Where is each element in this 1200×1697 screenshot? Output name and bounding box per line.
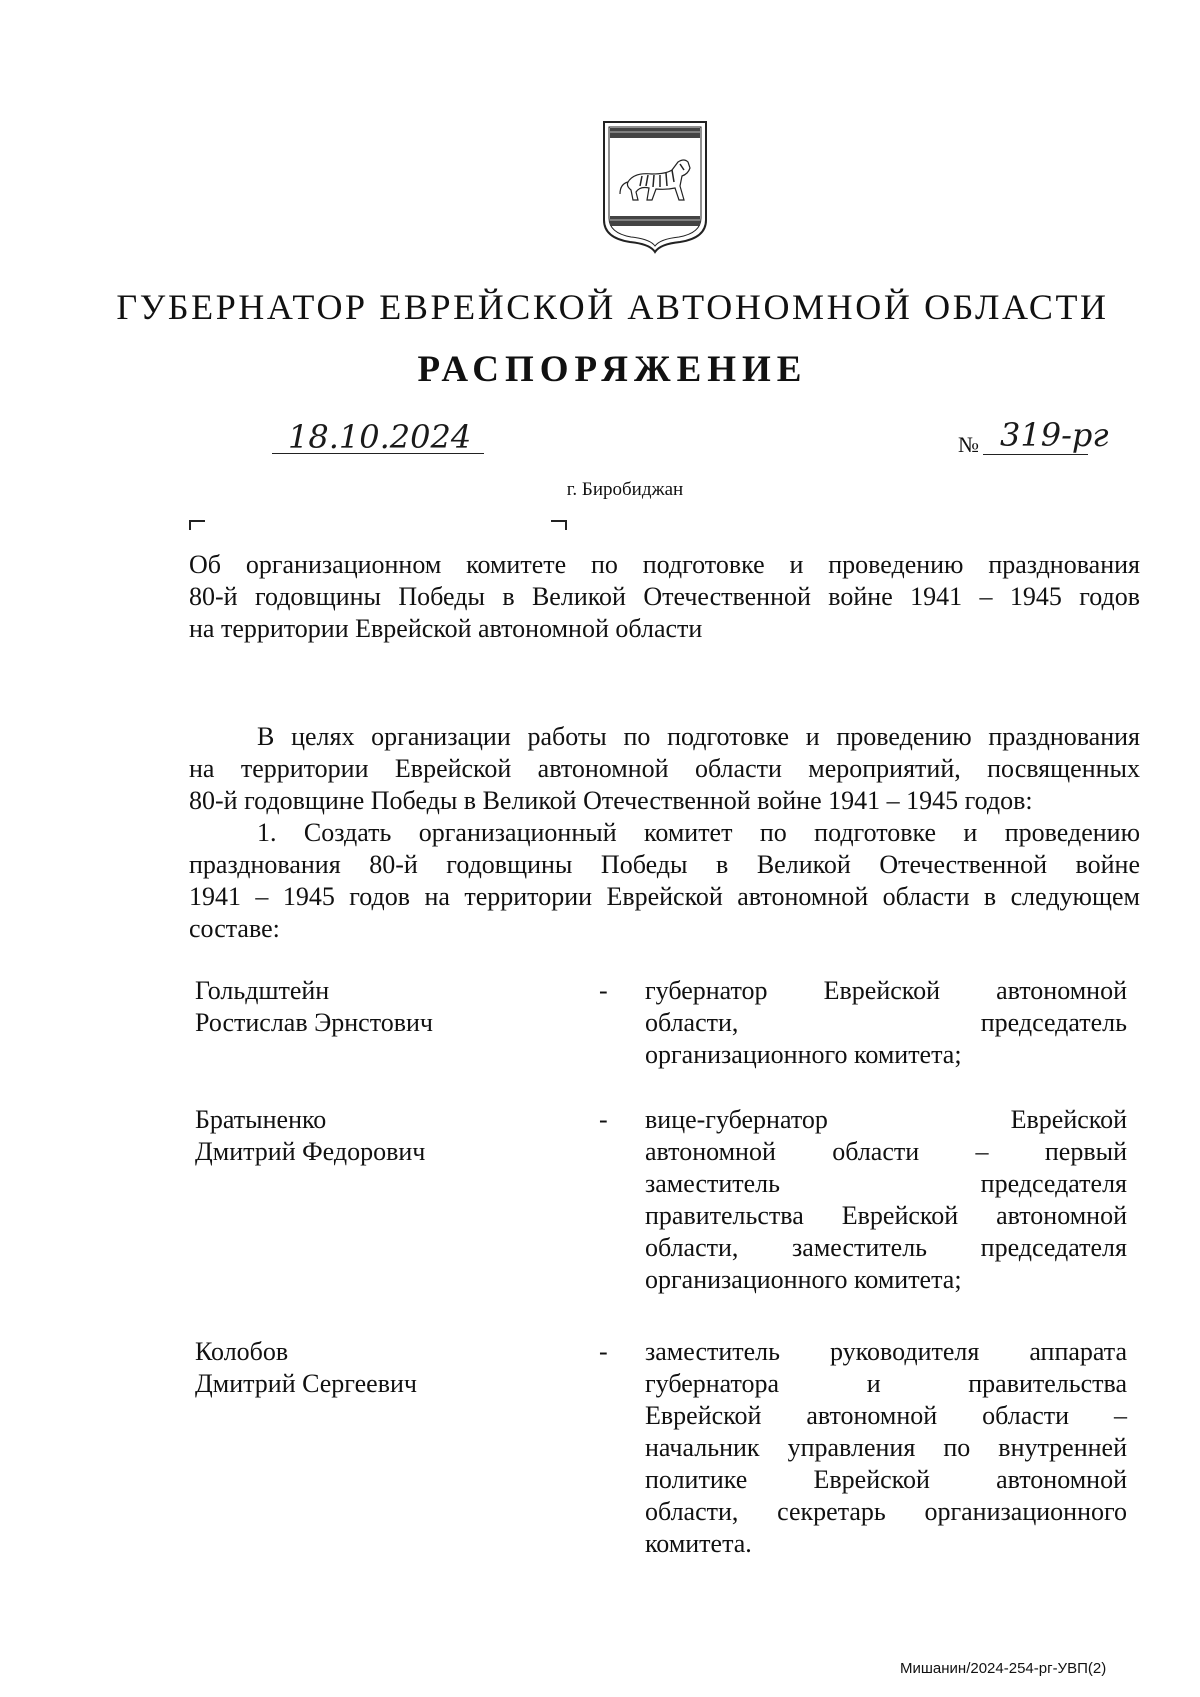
document-type-title: РАСПОРЯЖЕНИЕ	[417, 349, 808, 390]
tiger-coat-of-arms-icon	[600, 120, 710, 255]
paragraph-line: на территории Еврейской автономной области мероприятий, посвященных	[189, 754, 1140, 783]
subject-line: на территории Еврейской автономной области	[189, 614, 703, 643]
member-dash: -	[599, 1337, 608, 1366]
number-sign: №	[958, 432, 979, 457]
role-line: автономной области – первый	[645, 1137, 1127, 1166]
member-surname: Гольдштейн	[195, 976, 330, 1005]
role-line: заместитель председателя	[645, 1169, 1127, 1198]
subject-line: 80-й годовщины Победы в Великой Отечественной войне 1941 – 1945 годов	[189, 582, 1140, 611]
paragraph-line: 1941 – 1945 годов на территории Еврейской автономной области в следующем	[189, 882, 1140, 911]
footer-document-code: Мишанин/2024-254-рг-УВП(2)	[900, 1660, 1107, 1677]
subject-left-bracket	[189, 520, 205, 530]
member-surname: Колобов	[195, 1337, 289, 1366]
city-name: г. Биробиджан	[566, 479, 684, 500]
role-line: Еврейской автономной области –	[645, 1401, 1127, 1430]
paragraph-line: В целях организации работы по подготовке и проведению празднования	[257, 722, 1140, 751]
organization-title: ГУБЕРНАТОР ЕВРЕЙСКОЙ АВТОНОМНОЙ ОБЛАСТИ	[116, 287, 1109, 327]
role-line: области, заместитель председателя	[645, 1233, 1127, 1262]
role-line: области, секретарь организационного	[645, 1497, 1127, 1526]
role-line: организационного комитета;	[645, 1265, 962, 1294]
paragraph-line: 1. Создать организационный комитет по подготовке и проведению	[257, 818, 1140, 847]
member-role	[645, 975, 1127, 1071]
member-given-names: Ростислав Эрнстович	[195, 1008, 434, 1037]
member-name	[195, 975, 525, 1039]
paragraph-line: празднования 80-й годовщины Победы в Великой Отечественной войне	[189, 850, 1140, 879]
member-role	[645, 1104, 1127, 1296]
role-line: политике Еврейской автономной	[645, 1465, 1127, 1494]
paragraph-line: составе:	[189, 914, 280, 943]
document-date: 18.10.2024	[288, 418, 472, 456]
role-line: правительства Еврейской автономной	[645, 1201, 1127, 1230]
member-name	[195, 1104, 525, 1168]
role-line: начальник управления по внутренней	[645, 1433, 1127, 1462]
document-number: 319-рг	[1000, 416, 1109, 454]
role-line: заместитель руководителя аппарата	[645, 1337, 1127, 1366]
paragraph-line: 80-й годовщине Победы в Великой Отечественной войне 1941 – 1945 годов:	[189, 786, 1033, 815]
role-line: губернатор Еврейской автономной	[645, 976, 1127, 1005]
role-line: губернатора и правительства	[645, 1369, 1127, 1398]
member-surname: Братыненко	[195, 1105, 327, 1134]
role-line: вице-губернатор Еврейской	[645, 1105, 1127, 1134]
member-given-names: Дмитрий Сергеевич	[195, 1369, 417, 1398]
member-dash: -	[599, 1105, 608, 1134]
member-given-names: Дмитрий Федорович	[195, 1137, 426, 1166]
role-line: комитета.	[645, 1529, 752, 1558]
document-subject	[189, 549, 1140, 645]
role-line: организационного комитета;	[645, 1040, 962, 1069]
number-underline	[983, 454, 1088, 455]
member-name	[195, 1336, 525, 1400]
date-underline	[272, 453, 484, 454]
member-dash: -	[599, 976, 608, 1005]
preamble-paragraph	[189, 721, 1140, 817]
role-line: области, председатель	[645, 1008, 1127, 1037]
item-1-paragraph	[189, 817, 1140, 945]
member-role	[645, 1336, 1127, 1560]
subject-line: Об организационном комитете по подготовке и проведению празднования	[189, 550, 1140, 579]
subject-right-bracket	[551, 520, 567, 530]
